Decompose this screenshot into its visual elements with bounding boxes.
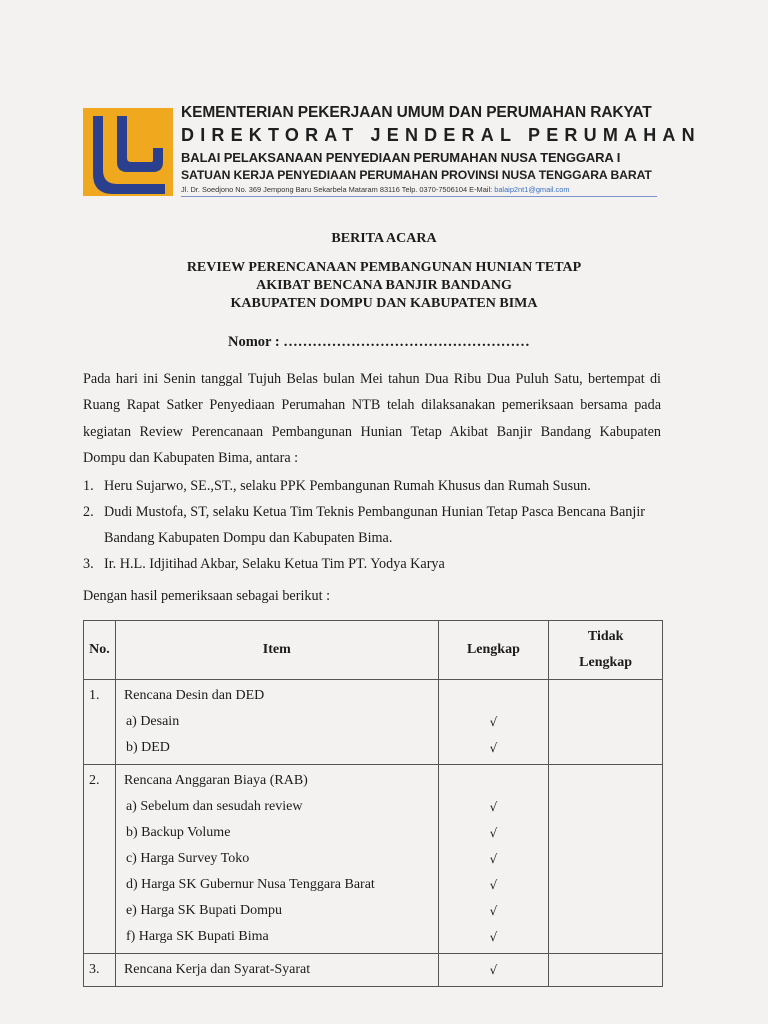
sub-item: a) Desain [125,714,180,729]
list-item [83,473,683,499]
row-number-text: 2. [89,773,100,788]
row-number-text: 3. [89,962,100,977]
pupr-logo-icon [83,108,173,196]
inspection-table [83,620,663,987]
row-items [115,954,438,987]
tidak-lengkap-cell [549,680,663,765]
document-subtitle-1: REVIEW PERENCANAAN PEMBANGUNAN HUNIAN TETAP [186,260,582,275]
office-address [181,184,681,196]
sub-item: b) Backup Volume [125,825,231,840]
sub-item: d) Harga SK Gubernur Nusa Tenggara Barat [125,877,375,892]
sub-item: e) Harga SK Bupati Dompu [125,903,282,918]
group-title: Rencana Anggaran Biaya (RAB) [123,773,308,788]
list-item [83,499,683,551]
row-number [84,680,116,765]
table-row [84,680,663,765]
list-item [83,551,683,577]
document-number: Nomor : …………………………………………… [228,334,530,350]
check-mark-icon: √ [489,826,498,840]
check-mark-icon: √ [489,800,498,814]
tidak-lengkap-cell [549,765,663,954]
lengkap-cell [438,765,549,954]
header-tidak-lengkap [549,621,663,680]
row-items [115,765,438,954]
work-unit-name: SATUAN KERJA PENYEDIAAN PERUMAHAN PROVINSI NUSA TENGGARA BARAT [181,168,652,182]
office-name: BALAI PELAKSANAAN PENYEDIAAN PERUMAHAN NUSA TENGGARA I [181,150,621,165]
check-mark-icon: √ [489,741,498,755]
row-number [84,765,116,954]
header-lengkap: Lengkap [438,621,549,680]
header-no: No. [84,621,116,680]
email-link[interactable]: balaip2nt1@gmail.com [494,185,570,194]
letterhead [181,102,701,196]
check-mark-icon: √ [489,715,498,729]
document-subtitle-2: AKIBAT BENCANA BANJIR BANDANG [256,278,512,293]
table-header-row [84,621,663,680]
sub-item: a) Sebelum dan sesudah review [125,799,303,814]
empty-line [439,683,549,709]
result-intro: Dengan hasil pemeriksaan sebagai berikut : [83,588,331,604]
opening-paragraph: Pada hari ini Senin tanggal Tujuh Belas bulan Mei tahun Dua Ribu Dua Puluh Satu, bertempat di Ruang Rapat Satker Penyediaan Perumahan NTB telah dilaksanakan pemeriksaan bersama pada kegiatan Review Perencanaan Pembangunan Hunian Tetap Akibat Banjir Bandang Kabupaten Dompu dan Kabupaten Bima, antara : [83,371,661,466]
check-mark-icon: √ [489,904,498,918]
tidak-lengkap-cell [549,954,663,987]
list-number: 3. [83,556,94,572]
lengkap-cell [438,680,549,765]
header-tidak-line2: Lengkap [579,655,633,670]
check-mark-icon: √ [489,930,498,944]
table-row [84,954,663,987]
lengkap-cell [438,954,549,987]
table-row [84,765,663,954]
header-item: Item [115,621,438,680]
list-number: 2. [83,504,94,520]
participant-text: Ir. H.L. Idjitihad Akbar, Selaku Ketua Tim PT. Yodya Karya [104,556,445,572]
sub-item: b) DED [125,740,170,755]
sub-item: c) Harga Survey Toko [125,851,250,866]
row-number-text: 1. [89,688,100,703]
group-title: Rencana Desin dan DED [123,688,265,703]
address-text: Jl. Dr. Soedjono No. 369 Jempong Baru Sekarbela Mataram 83116 Telp. 0370-7506104 E-Mail: [181,185,495,194]
ministry-name: KEMENTERIAN PEKERJAAN UMUM DAN PERUMAHAN RAKYAT [181,104,652,121]
check-mark-icon: √ [489,963,498,977]
check-mark-icon: √ [489,878,498,892]
row-items [115,680,438,765]
participant-text: Heru Sujarwo, SE.,ST., selaku PPK Pembangunan Rumah Khusus dan Rumah Susun. [104,478,591,494]
participant-text: Dudi Mustofa, ST, selaku Ketua Tim Teknis Pembangunan Hunian Tetap Pasca Bencana Banjir Bandang Kabupaten Dompu dan Kabupaten Bima. [104,504,645,546]
participant-list [83,473,683,577]
check-mark-icon: √ [489,852,498,866]
sub-item: f) Harga SK Bupati Bima [125,929,269,944]
document-title: BERITA ACARA [331,231,437,246]
directorate-name: DIREKTORAT JENDERAL PERUMAHAN [181,125,701,145]
document-subtitle-3: KABUPATEN DOMPU DAN KABUPATEN BIMA [230,296,538,311]
letterhead-divider [181,196,657,197]
row-number [84,954,116,987]
header-tidak-line1: Tidak [587,629,624,644]
group-title: Rencana Kerja dan Syarat-Syarat [123,962,311,977]
list-number: 1. [83,478,94,494]
empty-line [439,768,549,794]
